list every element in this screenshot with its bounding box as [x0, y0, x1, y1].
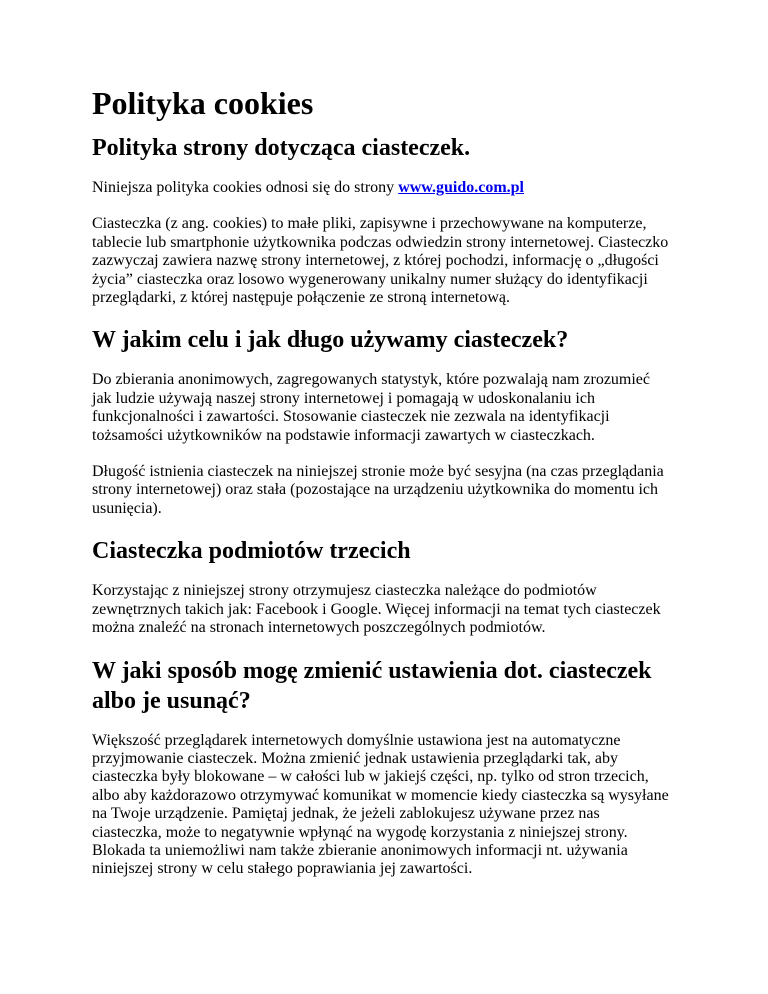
page-subtitle: Polityka strony dotycząca ciasteczek. [92, 135, 471, 161]
section-paragraph: Długość istnienia ciasteczek na niniejszej stronie może być sesyjna (na czas przeglądania strony internetowej) oraz stała (pozostające na urządzeniu użytkownika do momentu ich usunięcia). [92, 463, 664, 517]
section-heading-purpose: W jakim celu i jak długo używamy ciasteczek? [92, 327, 569, 354]
section-paragraph: Większość przeglądarek internetowych domyślnie ustawiona jest na automatyczne przyjmowanie ciasteczek. Można zmienić jednak ustawienia przeglądarki tak, aby ciasteczka były blokowane – w całości lub w jakiejś części, np. tylko od stron trzecich, albo aby każdorazowo otrzymywać komunikat w momencie kiedy ciasteczka są wysyłane na Twoje urządzenie. Pamiętaj jednak, że jeżeli zablokujesz używane przez nas ciasteczka, może to negatywnie wpłynąć na wygodę korzystania z niniejszej strony. Blokada ta uniemożliwi nam także zbieranie anonimowych informacji nt. używania niniejszej strony w celu stałego poprawiania jej zawartości. [92, 731, 669, 878]
definition-paragraph: Ciasteczka (z ang. cookies) to małe pliki, zapisywne i przechowywane na komputerze, tablecie lub smartphonie użytkownika podczas odwiedzin strony internetowej. Ciasteczko zazwyczaj zawiera nazwę strony internetowej, z której pochodzi, informację o „długości życia” ciasteczka oraz losowo wygenerowany unikalny numer służący do identyfikacji przeglądarki, z której następuje połączenie ze stroną internetową. [92, 215, 669, 307]
section-heading-third-party: Ciasteczka podmiotów trzecich [92, 538, 411, 565]
intro-paragraph [92, 179, 672, 197]
site-link[interactable]: www.guido.com.pl [398, 179, 524, 196]
section-paragraph: Do zbierania anonimowych, zagregowanych statystyk, które pozwalają nam zrozumieć jak ludzie używają naszej strony internetowej i pomagają w udoskonalaniu ich funkcjonalności i zawartości. Stosowanie ciasteczek nie zezwala na identyfikacji tożsamości użytkowników na podstawie informacji zawartych w ciasteczkach. [92, 371, 651, 444]
section-paragraph: Korzystając z niniejszej strony otrzymujesz ciasteczka należące do podmiotów zewnętrznych takich jak: Facebook i Google. Więcej informacji na temat tych ciasteczek można znaleźć na stronach internetowych poszczególnych podmiotów. [92, 582, 661, 637]
intro-text: Niniejsza polityka cookies odnosi się do strony [92, 179, 399, 196]
page-title: Polityka cookies [92, 85, 314, 121]
section-heading-settings: W jaki sposób mogę zmienić ustawienia dot. ciasteczek albo je usunąć? [92, 657, 652, 714]
